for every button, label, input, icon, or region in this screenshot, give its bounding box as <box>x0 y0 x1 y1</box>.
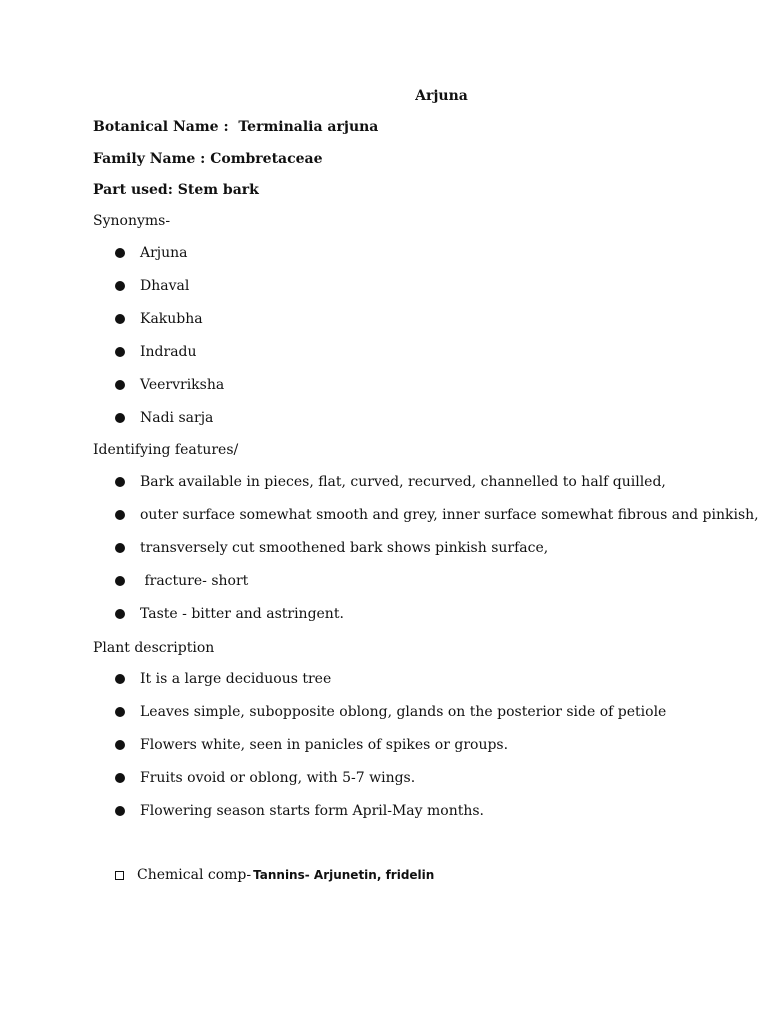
description-text: Flowers white, seen in panicles of spikes or groups. <box>140 737 509 753</box>
bullet-icon <box>115 314 125 324</box>
description-text: Flowering season starts form April-May months. <box>140 803 485 819</box>
feature-item <box>115 507 759 523</box>
synonym-item <box>115 410 213 426</box>
description-item <box>115 770 415 786</box>
features-heading: Identifying features/ <box>93 442 239 458</box>
botanical-name-value: Terminalia arjuna <box>238 119 379 135</box>
synonym-item <box>115 377 224 393</box>
bullet-icon <box>115 806 125 816</box>
bullet-icon <box>115 248 125 258</box>
bullet-icon <box>115 707 125 717</box>
chemical-label: Chemical comp- <box>137 867 252 883</box>
feature-text: Bark available in pieces, flat, curved, recurved, channelled to half quilled, <box>140 474 666 490</box>
bullet-icon <box>115 674 125 684</box>
description-item <box>115 803 484 819</box>
checkbox-square-icon <box>115 871 124 880</box>
bullet-icon <box>115 609 125 619</box>
feature-text: outer surface somewhat smooth and grey, inner surface somewhat fibrous and pinkish, <box>140 507 759 523</box>
page-title: Arjuna <box>415 88 468 104</box>
synonyms-heading: Synonyms- <box>93 213 171 229</box>
description-text: Leaves simple, subopposite oblong, glands on the posterior side of petiole <box>140 704 667 720</box>
synonym-text: Indradu <box>140 344 197 360</box>
bullet-icon <box>115 773 125 783</box>
bullet-icon <box>115 477 125 487</box>
synonym-item <box>115 344 197 360</box>
feature-text: transversely cut smoothened bark shows pinkish surface, <box>140 540 549 556</box>
part-used-label: Part used: <box>93 182 173 198</box>
botanical-name-label: Botanical Name : <box>93 119 229 135</box>
description-text: It is a large deciduous tree <box>140 671 332 687</box>
bullet-icon <box>115 543 125 553</box>
synonym-text: Dhaval <box>140 278 190 294</box>
chemical-value: Tannins- Arjunetin, fridelin <box>253 868 435 882</box>
feature-item <box>115 573 248 589</box>
feature-text: fracture- short <box>140 573 249 589</box>
bullet-icon <box>115 347 125 357</box>
bullet-icon <box>115 576 125 586</box>
synonym-item <box>115 245 188 261</box>
description-item <box>115 671 331 687</box>
part-used-line <box>93 182 259 198</box>
description-item <box>115 737 508 753</box>
bullet-icon <box>115 740 125 750</box>
synonym-text: Arjuna <box>140 245 188 261</box>
synonym-item <box>115 311 203 327</box>
description-heading: Plant description <box>93 640 215 656</box>
feature-item <box>115 474 666 490</box>
feature-item <box>115 606 344 622</box>
family-name-label: Family Name : <box>93 151 206 167</box>
bullet-icon <box>115 281 125 291</box>
family-name-value: Combretaceae <box>210 151 323 167</box>
bullet-icon <box>115 380 125 390</box>
synonym-text: Nadi sarja <box>140 410 214 426</box>
botanical-name-line <box>93 119 378 135</box>
feature-text: Taste - bitter and astringent. <box>140 606 344 622</box>
feature-item <box>115 540 548 556</box>
synonym-text: Veervriksha <box>140 377 225 393</box>
synonym-text: Kakubha <box>140 311 203 327</box>
part-used-value: Stem bark <box>177 182 259 198</box>
description-text: Fruits ovoid or oblong, with 5-7 wings. <box>140 770 416 786</box>
bullet-icon <box>115 413 125 423</box>
family-name-line <box>93 151 323 167</box>
bullet-icon <box>115 510 125 520</box>
chemical-composition-line <box>115 867 434 883</box>
description-item <box>115 704 666 720</box>
synonym-item <box>115 278 189 294</box>
